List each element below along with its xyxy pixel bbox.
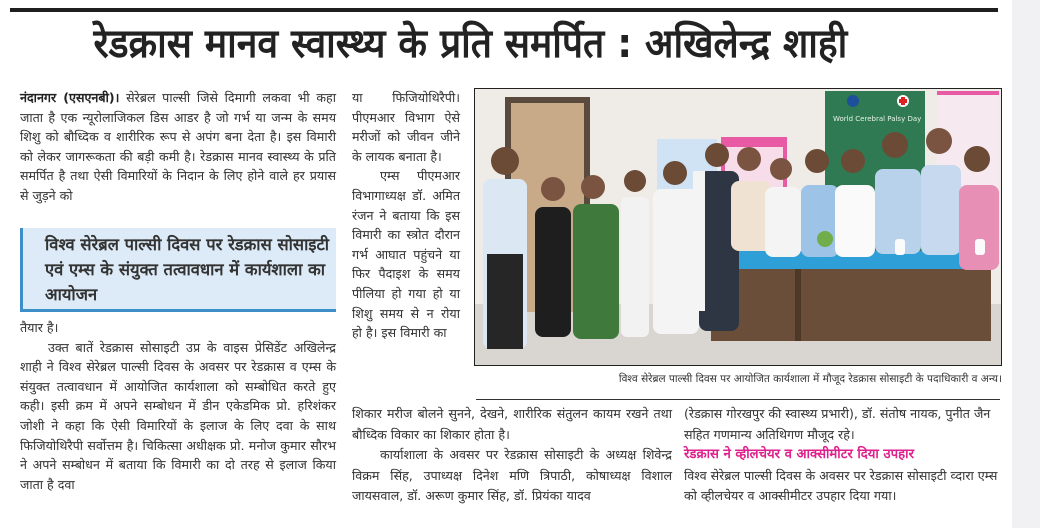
- group-photo-image: [475, 89, 1001, 365]
- column-1-lead: [20, 88, 336, 206]
- subheading-box: [20, 228, 336, 312]
- continuation-text: तैयार है।: [20, 320, 59, 335]
- column-2-paragraph-1: या फिजियोथिरैपी। पीएमआर विभाग ऐसे मरीजों को जीवन जीने के लायक बनाता है।: [352, 90, 460, 164]
- bottom-right-paragraph-2: विश्व सेरेब्रल पाल्सी दिवस के अवसर पर रेडक्रास सोसाइटी व्दारा एम्स को व्हीलचेयर व आक्सीमीटर उपहार दिया गया।: [684, 467, 998, 503]
- subheading-text: विश्व सेरेब्रल पाल्सी दिवस पर रेडक्रास सोसाइटी एवं एम्स के संयुक्त तत्वावधान में कार्यशाला का आयोजन: [45, 235, 330, 304]
- lead-paragraph: सेरेब्रल पाल्सी जिसे दिमागी लकवा भी कहा जाता है एक न्यूरोलाजिकल डिस आडर है जो गर्भ या जन्म के समय शिशु को बौध्दिक व शारीरिक रूप से अपंग बना देता है। इस विमारी को लेकर जागरूकता की बड़ी कमी है। रेडक्रास मानव स्वास्थ्य के प्रति समर्पित है तथा ऐसी विमारियों के निदान के लिए होने वाले हर प्रयास से जुड़ने को: [20, 90, 336, 203]
- top-rule-divider: [10, 8, 998, 12]
- dateline: नंदानगर (एसएनबी)।: [20, 90, 120, 105]
- event-photo: [474, 88, 1002, 366]
- caption-rule-divider: [476, 399, 1000, 400]
- bottom-middle-column: [352, 404, 672, 507]
- banner-text: World Cerebral Palsy Day: [833, 115, 922, 123]
- column-2-paragraph-2: एम्स पीएमआर विभागाध्यक्ष डॉ. अमित रंजन ने बताया कि इस विमारी का स्त्रोत दौरान गर्भ आघात पहुंचने या फिर पैदाइश के समय पीलिया हो गया हो या शिशु समय से न रोया हो है। इस विमारी का: [352, 168, 460, 341]
- bottom-middle-paragraph-1: शिकार मरीज बोलने सुनने, देखने, शारीरिक संतुलन कायम रखने तथा बौध्दिक विकार का शिकार होता है।: [352, 406, 672, 442]
- paragraph-2: उक्त बातें रेडक्रास सोसाइटी उप्र के वाइस प्रेसिडेंट अखिलेन्द्र शाही ने विश्व सेरेब्रल पाल्सी दिवस के अवसर पर रेडक्रास व एम्स के संयुक्त तत्वावधान में आयोजित कार्यशाला को सम्बोधित करते हुए कही। इसी क्रम में अपने सम्बोधन में डीन एकेडमिक प्रो. हरिशंकर जोशी ने कहा कि ऐसी विमारियों के इलाज के लिए दवा के साथ फिजियोथिरैपी सर्वोत्तम है। चिकित्सा अधीक्षक प्रो. मनोज कुमार सौरभ ने अपने सम्बोधन में बताया कि विमारी का दो तरह से इलाज किया जाता है दवा: [20, 339, 336, 492]
- column-1-continued: [20, 318, 336, 494]
- bottom-right-paragraph-1: (रेडक्रास गोरखपुर की स्वास्थ्य प्रभारी), डॉ. संतोष नायक, पुनीत जैन सहित गणमान्य अतिथिगण मौजूद रहे।: [684, 406, 991, 442]
- bottom-middle-paragraph-2: कार्याशाला के अवसर पर रेडक्रास सोसाइटी के अध्यक्ष शिवेन्द्र विक्रम सिंह, उपाध्यक्ष दिनेश मणि त्रिपाठी, कोषाध्यक्ष विशाल जायसवाल, डॉ. अरूण कुमार सिंह, डॉ. प्रियंका यादव: [352, 447, 672, 503]
- gift-subheading: रेडक्रास ने व्हीलचेयर व आक्सीमीटर दिया उपहार: [684, 447, 914, 462]
- column-2: [352, 88, 460, 343]
- photo-caption: विश्व सेरेब्रल पाल्सी दिवस पर आयोजित कार्यशाला में मौजूद रेडक्रास सोसाइटी के पदाधिकारी व अन्य।: [618, 373, 1002, 385]
- article-headline: रेडक्रास मानव स्वास्थ्य के प्रति समर्पित : अखिलेन्द्र शाही: [93, 21, 848, 67]
- bottom-right-column: [684, 404, 1002, 507]
